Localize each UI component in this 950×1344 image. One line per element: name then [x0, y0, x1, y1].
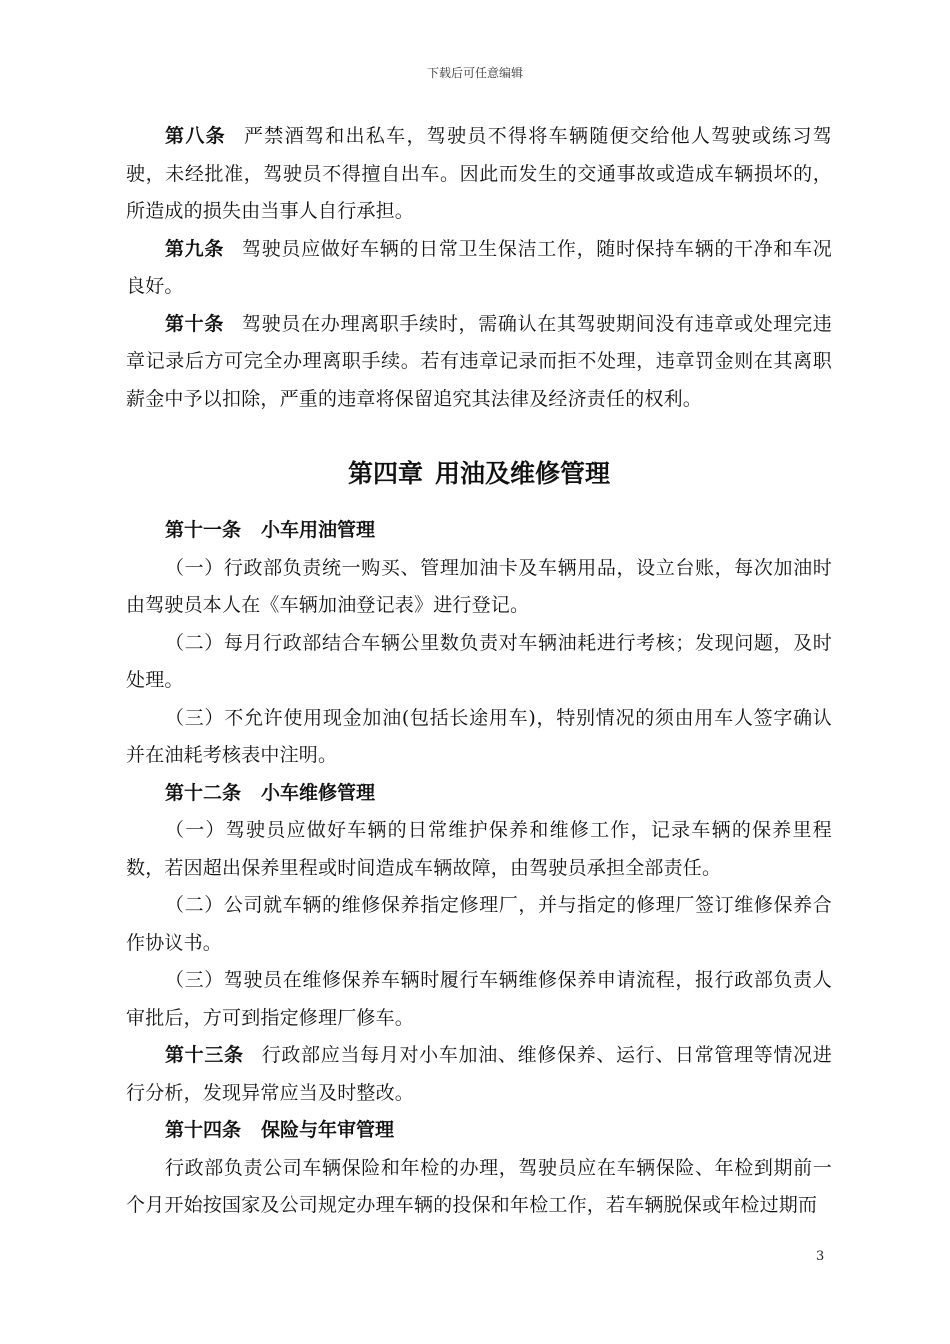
- chapter-title: 用油及维修管理: [435, 459, 611, 488]
- chapter-number: 第四章: [347, 459, 423, 488]
- article-text: 驾驶员在办理离职手续时，需确认在其驾驶期间没有违章或处理完违章记录后方可完全办理离职手续。若有违章记录而拒不处理，违章罚金则在其离职薪金中予以扣除，严重的违章将保留追究其法律及经济责任的权利。: [126, 312, 832, 410]
- article-label: 第十一条: [165, 519, 242, 541]
- article-11-heading: [126, 512, 832, 550]
- page-header: 下载后可任意编辑: [426, 66, 523, 80]
- list-item: （二）每月行政部结合车辆公里数负责对车辆油耗进行考核；发现问题，及时处理。: [126, 631, 832, 691]
- article-9: [126, 231, 832, 306]
- article-label: 第十条: [165, 312, 225, 335]
- article-14-text: 行政部负责公司车辆保险和年检的办理，驾驶员应在车辆保险、年检到期前一个月开始按国家及公司规定办理车辆的投保和年检工作，若车辆脱保或年检过期而: [126, 1156, 832, 1216]
- article-label: 第八条: [165, 125, 226, 147]
- article-title: 小车用油管理: [261, 519, 376, 541]
- article-12-heading: [126, 775, 832, 813]
- article-10: [126, 306, 832, 419]
- article-text: 严禁酒驾和出私车，驾驶员不得将车辆随便交给他人驾驶或练习驾驶，未经批准，驾驶员不得擅自出车。因此而发生的交通事故或造成车辆损坏的，所造成的损失由当事人自行承担。: [126, 125, 832, 222]
- article-label: 第十二条: [165, 781, 242, 804]
- document-body: [126, 118, 832, 1225]
- list-item: （三）不允许使用现金加油(包括长途用车)，特别情况的须由用车人签字确认并在油耗考核表中注明。: [126, 706, 832, 766]
- article-title: 小车维修管理: [261, 781, 376, 804]
- chapter-heading: [126, 456, 832, 492]
- list-item: （二）公司就车辆的维修保养指定修理厂，并与指定的修理厂签订维修保养合作协议书。: [126, 894, 832, 954]
- article-text: 驾驶员应做好车辆的日常卫生保洁工作，随时保持车辆的干净和车况良好。: [126, 237, 832, 297]
- article-13: [126, 1037, 832, 1112]
- list-item: （三）驾驶员在维修保养车辆时履行车辆维修保养申请流程，报行政部负责人审批后，方可到指定修理厂修车。: [126, 969, 832, 1029]
- article-label: 第十四条: [165, 1119, 242, 1141]
- article-text: 行政部应当每月对小车加油、维修保养、运行、日常管理等情况进行分析，发现异常应当及时整改。: [126, 1044, 832, 1104]
- article-title: 保险与年审管理: [261, 1119, 395, 1141]
- article-8: [126, 118, 832, 231]
- article-14-heading: [126, 1112, 832, 1150]
- article-label: 第十三条: [165, 1044, 244, 1066]
- article-label: 第九条: [165, 237, 225, 260]
- list-item: （一）行政部负责统一购买、管理加油卡及车辆用品，设立台账，每次加油时由驾驶员本人在《车辆加油登记表》进行登记。: [126, 556, 832, 616]
- list-item: （一）驾驶员应做好车辆的日常维护保养和维修工作，记录车辆的保养里程数，若因超出保养里程或时间造成车辆故障，由驾驶员承担全部责任。: [126, 819, 832, 879]
- page-number: 3: [816, 1249, 825, 1264]
